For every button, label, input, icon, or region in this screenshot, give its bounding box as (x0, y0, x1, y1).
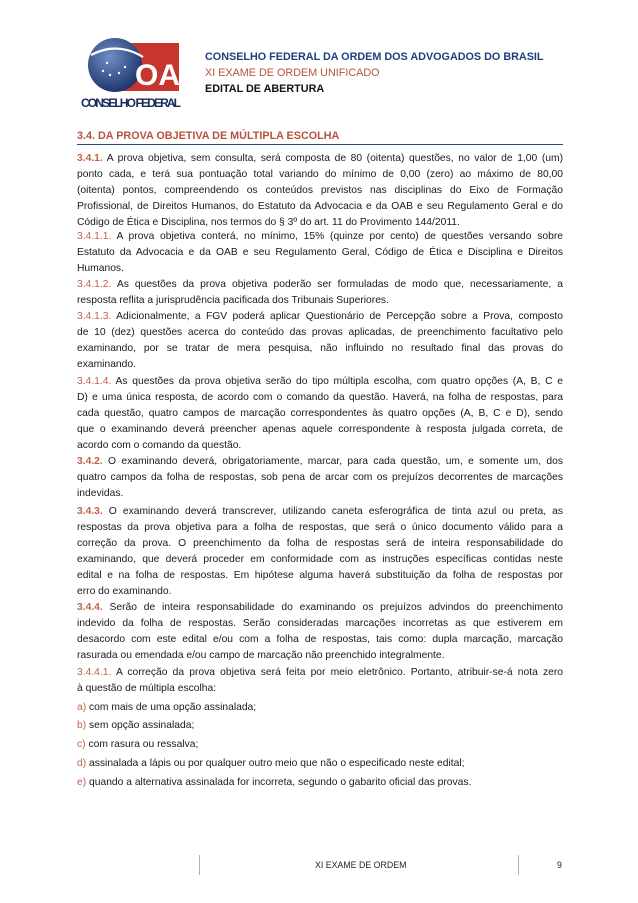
paragraph-number: 3.4.1.3. (77, 311, 112, 322)
paragraph-number: 3.4.1. (77, 153, 103, 164)
footer-title: XI EXAME DE ORDEM (315, 860, 407, 870)
header-exam-name: XI EXAME DE ORDEM UNIFICADO (205, 67, 380, 79)
oab-emblem (77, 33, 202, 111)
option-letter: b) (77, 720, 87, 731)
option-letter: d) (77, 758, 87, 769)
paragraph-3-4-1-1: 3.4.1.1. A prova objetiva conterá, no mínimo, 15% (quinze por cento) de questões versando sobre Estatuto da Advocacia e da OAB e seu Regulamento Geral, Código de Ética e Disciplina e Direitos Humanos. (77, 231, 563, 274)
paragraph-3-4-4: 3.4.4. Serão de inteira responsabilidade do examinando os prejuízos advindos do preenchimento indevido da folha de respostas. Serão consideradas marcações incorretas as que estiverem em desacordo com este edital e/ou com a folha de respostas, tais como: dupla marcação, marcação rasurada ou emendada e/ou campo de marcação não preenchido integralmente. (77, 602, 563, 661)
paragraph-3-4-1-4: 3.4.1.4. As questões da prova objetiva serão do tipo múltipla escolha, com quatro opções (A, B, C e D) e uma única resposta, de acordo com o comando da questão. Haverá, na folha de respostas, para cada questão, quatro campos de marcação correspondentes às quatro opções (A, B, C e D), sendo que o examinando deverá preencher apenas aquele correspondente à resposta julgada correta, de acordo com o comando da questão. (77, 376, 563, 451)
logo-subtitle: CONSELHO FEDERAL (81, 96, 181, 110)
option-c: c) com rasura ou ressalva; (77, 739, 199, 750)
paragraph-number: 3.4.4. (77, 602, 103, 613)
paragraph-number: 3.4.1.1. (77, 231, 112, 242)
paragraph-3-4-1-3: 3.4.1.3. Adicionalmente, a FGV poderá aplicar Questionário de Percepção sobre a Prova, composto de 10 (dez) questões acerca do conteúdo das provas aplicadas, de preenchimento facultativo pelo examinando, por se tratar de mera pesquisa, não influindo no resultado final das provas do examinando. (77, 311, 563, 370)
paragraph-number: 3.4.4.1. (77, 667, 112, 678)
page-number: 9 (557, 860, 562, 870)
oab-logo (77, 33, 202, 111)
paragraph-3-4-4-1: 3.4.4.1. A correção da prova objetiva será feita por meio eletrônico. Portanto, atribuir-se-á nota zero à questão de múltipla escolha: (77, 667, 563, 694)
paragraph-3-4-1: 3.4.1. A prova objetiva, sem consulta, será composta de 80 (oitenta) questões, no valor de 1,00 (um) ponto cada, e terá sua pontuação total variando do mínimo de 0,00 (zero) ao máximo de 80,00 (oitenta) pontos, compreendendo os conteúdos previstos nas disciplinas do Eixo de Formação Profissional, de Direitos Humanos, do Estatuto da Advocacia e da OAB e seu Regulamento Geral e do Código de Ética e Disciplina, nos termos do § 3º do art. 11 do Provimento 144/2011. (77, 153, 563, 228)
paragraph-3-4-2: 3.4.2. O examinando deverá, obrigatoriamente, marcar, para cada questão, um, e somente um, dos quatro campos da folha de respostas, sob pena de arcar com os prejuízos decorrentes de marcações indevidas. (77, 456, 563, 499)
footer-divider-left (199, 855, 200, 875)
logo-oab-text: OAB (135, 59, 202, 92)
footer-divider-right (518, 855, 519, 875)
option-d: d) assinalada a lápis ou por qualquer outro meio que não o especificado neste edital; (77, 758, 465, 769)
option-e: e) quando a alternativa assinalada for incorreta, segundo o gabarito oficial das provas. (77, 777, 472, 788)
option-b: b) sem opção assinalada; (77, 720, 195, 731)
option-letter: c) (77, 739, 86, 750)
paragraph-number: 3.4.1.2. (77, 279, 112, 290)
paragraph-number: 3.4.2. (77, 456, 103, 467)
option-letter: a) (77, 702, 87, 713)
paragraph-3-4-1-2: 3.4.1.2. As questões da prova objetiva poderão ser formuladas de modo que, necessariamente, a resposta reflita a jurisprudência pacificada dos Tribunais Superiores. (77, 279, 563, 306)
section-title: 3.4. DA PROVA OBJETIVA DE MÚLTIPLA ESCOLHA (77, 130, 563, 145)
header-doc-type: EDITAL DE ABERTURA (205, 83, 325, 95)
option-a: a) com mais de uma opção assinalada; (77, 702, 257, 713)
option-letter: e) (77, 777, 87, 788)
logo-globe (88, 38, 142, 92)
paragraph-number: 3.4.1.4. (77, 376, 112, 387)
paragraph-number: 3.4.3. (77, 506, 103, 517)
header-org-name: CONSELHO FEDERAL DA ORDEM DOS ADVOGADOS DO BRASIL (205, 51, 544, 63)
paragraph-3-4-3: 3.4.3. O examinando deverá transcrever, utilizando caneta esferográfica de tinta azul ou preta, as respostas da prova objetiva para a folha de respostas, que será o único documento válido para a correção da prova. O preenchimento da folha de respostas será de inteira responsabilidade do examinando, que deverá proceder em conformidade com as instruções específicas contidas neste edital e na folha de respostas. Em hipótese alguma haverá substituição da folha de respostas por erro do examinando. (77, 506, 563, 597)
